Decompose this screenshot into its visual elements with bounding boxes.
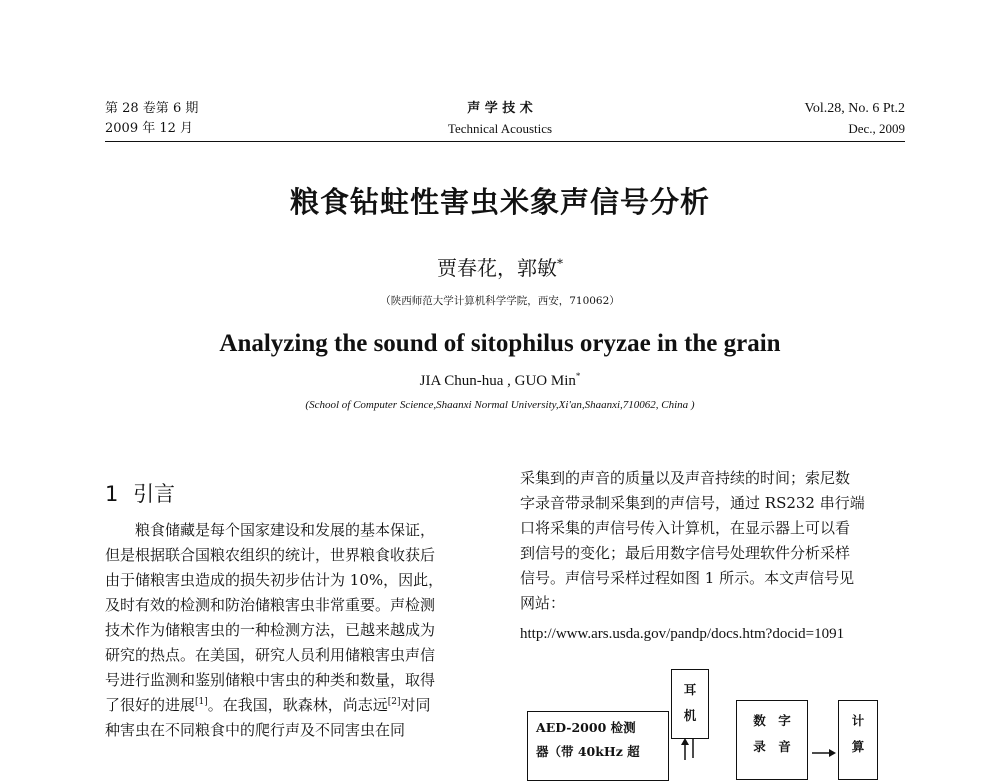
detector-label-2: 器（带 40kHz 超 [536, 744, 640, 759]
citation-ref-2: [2] [387, 697, 401, 707]
body-line: 口将采集的声信号传入计算机，在显示器上可以看 [520, 519, 851, 537]
body-line: 由于储粮害虫造成的损失初步估计为 10%，因此， [105, 571, 444, 589]
paper-title-en: Analyzing the sound of sitophilus oryzae in the grain [219, 330, 781, 357]
right-column [520, 466, 905, 616]
authors-en-names: JIA Chun-hua , GUO Min [419, 373, 576, 389]
corresponding-mark-en: * [575, 371, 581, 381]
authors-cn [0, 252, 1000, 281]
body-line: 网站： [520, 594, 566, 612]
bidirectional-arrows-icon [675, 738, 705, 760]
section-number: 1 [105, 482, 119, 506]
journal-date-cn: 2009 年 12 月 [105, 121, 194, 136]
body-line: 技术作为储粮害虫的一种检测方法，已越来越成为 [105, 621, 436, 639]
body-line: 信号。声信号采样过程如图 1 所示。本文声信号见 [520, 569, 855, 587]
authors-en [0, 373, 1000, 390]
computer-box [838, 700, 878, 780]
authors-cn-names: 贾春花，郭敏 [437, 256, 557, 280]
journal-date-en: Dec., 2009 [848, 121, 905, 136]
body-line: 粮食储藏是每个国家建设和发展的基本保证， [105, 521, 436, 539]
citation-ref-1: [1] [195, 697, 208, 707]
earphone-box [671, 669, 709, 739]
body-line-with-refs [105, 693, 485, 718]
body-line: 到信号的变化；最后用数字信号处理软件分析采样 [520, 544, 851, 562]
body-text: 了很好的进展 [105, 696, 196, 714]
computer-label-1: 计 [851, 713, 865, 728]
digital-recorder-box [736, 700, 808, 780]
affiliation-cn: （陕西师范大学计算机科学学院，西安，710062） [380, 295, 620, 307]
data-url: http://www.ars.usda.gov/pandp/docs.htm?docid=1091 [520, 626, 845, 642]
arrow-right-icon [812, 745, 836, 760]
section-heading [105, 478, 175, 508]
left-column [105, 518, 485, 743]
body-line: 号进行监测和鉴别储粮中害虫的种类和数量，取得 [105, 671, 436, 689]
body-line: 字录音带录制采集到的声信号，通过 RS232 串行端 [520, 494, 865, 512]
journal-name-cn: 声 学 技 术 [467, 101, 533, 116]
journal-volume-en: Vol.28, No. 6 Pt.2 [804, 101, 905, 116]
corresponding-mark-cn: * [557, 256, 563, 271]
body-line: 种害虫在不同粮食中的爬行声及不同害虫在同 [105, 721, 406, 739]
recorder-label-2: 录 音 [753, 739, 791, 754]
paper-title-cn: 粮食钻蛀性害虫米象声信号分析 [289, 185, 710, 219]
earphone-label-2: 机 [683, 708, 697, 723]
header-rule [105, 141, 905, 142]
body-line: 及时有效的检测和防治储粮害虫非常重要。声检测 [105, 596, 436, 614]
recorder-label-1: 数 字 [753, 713, 791, 728]
detector-box [527, 711, 669, 781]
body-line: 但是根据联合国粮农组织的统计，世界粮食收获后 [105, 546, 436, 564]
earphone-label-1: 耳 [683, 682, 697, 697]
body-text: 对同 [400, 696, 431, 714]
journal-name-en: Technical Acoustics [447, 121, 553, 136]
body-text: 。在我国，耿森林，尚志远 [207, 696, 388, 714]
body-line: 采集到的声音的质量以及声音持续的时间；索尼数 [520, 469, 851, 487]
section-title: 引言 [133, 482, 176, 506]
detector-label-1: AED-2000 检测 [536, 720, 636, 735]
journal-volume-cn: 第 28 卷第 6 期 [105, 101, 199, 116]
affiliation-en: (School of Computer Science,Shaanxi Normal University,Xi'an,Shaanxi,710062, China ) [305, 399, 695, 411]
computer-label-2: 算 [851, 739, 865, 754]
body-line: 研究的热点。在美国，研究人员利用储粮害虫声信 [105, 646, 436, 664]
